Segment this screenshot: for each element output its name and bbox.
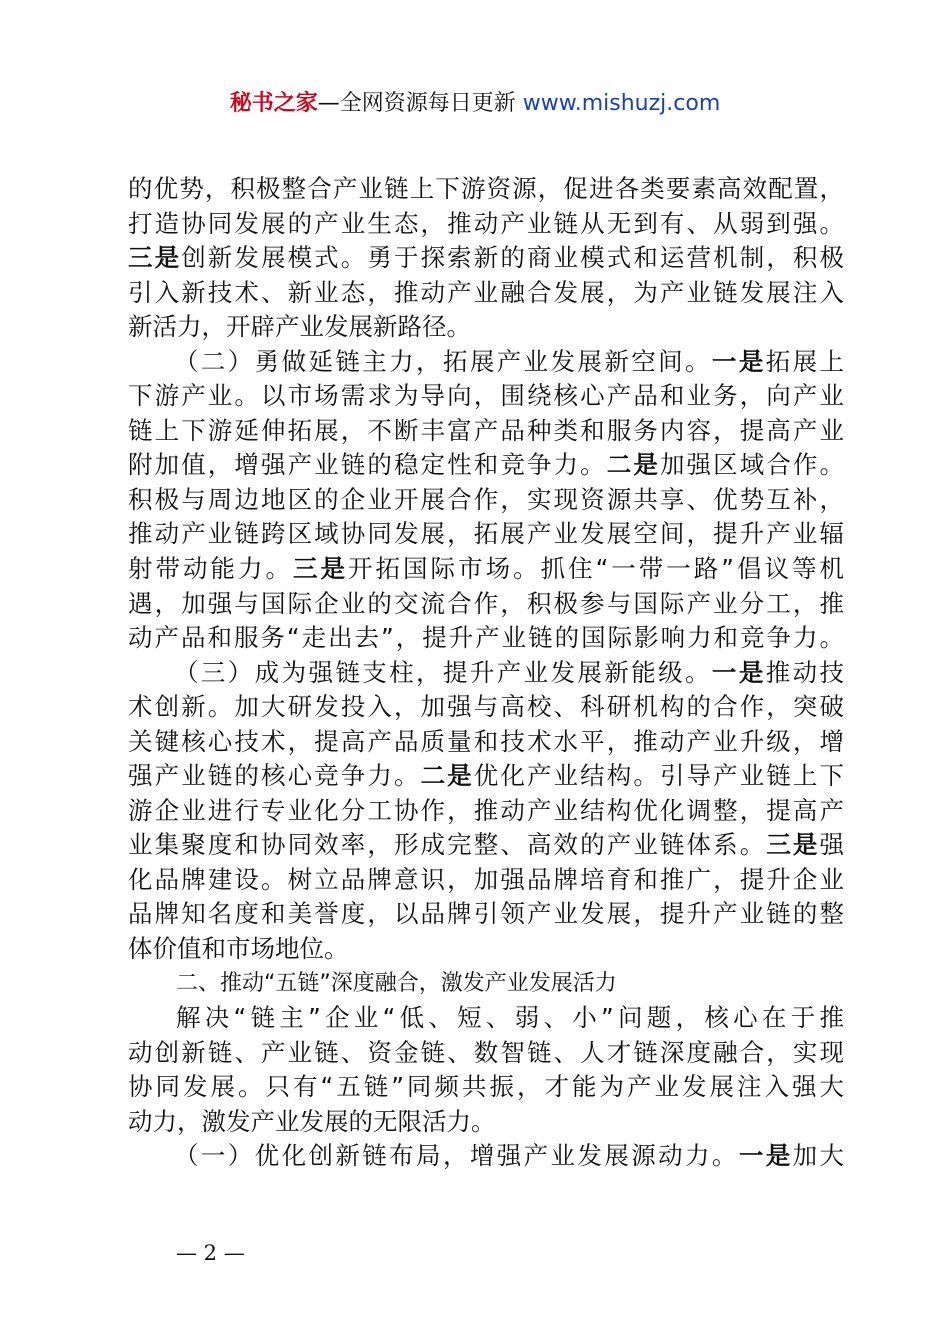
text-line: 强产业链的核心竞争力。二是优化产业结构。引导产业链上下 — [128, 761, 844, 791]
text-line: 解决“链主”企业“低、短、弱、小”问题，核心在于推 — [176, 1003, 844, 1033]
text-line: 协同发展。只有“五链”同频共振，才能为产业发展注入强大 — [128, 1072, 844, 1102]
section-heading-line: （二）勇做延链主力，拓展产业发展新空间。一是拓展上 — [174, 346, 844, 376]
text-line: 链上下游延伸拓展，不断丰富产品种类和服务内容，提高产业 — [128, 415, 844, 445]
text-line: 品牌知名度和美誉度，以品牌引领产业发展，提升产业链的整 — [128, 899, 844, 929]
section-heading-line: （三）成为强链支柱，提升产业发展新能级。一是推动技 — [174, 657, 844, 687]
text-line: 关键核心技术，提高产品质量和技术水平，推动产业升级，增 — [128, 726, 844, 756]
text-line: 积极与周边地区的企业开展合作，实现资源共享、优势互补， — [128, 484, 844, 514]
text-line: 新活力，开辟产业发展新路径。 — [128, 312, 471, 342]
slogan: —全网资源每日更新 — [317, 91, 523, 116]
text-line: 业集聚度和协同效率，形成完整、高效的产业链体系。三是强 — [128, 830, 844, 860]
site-url[interactable]: www.mishuzj.com — [522, 91, 721, 116]
site-header — [0, 88, 950, 120]
text-line: 术创新。加大研发投入，加强与高校、科研机构的合作，突破 — [128, 692, 844, 722]
section-heading-line: （一）优化创新链布局，增强产业发展源动力。一是加大 — [174, 1141, 844, 1171]
text-line: 动力，激发产业发展的无限活力。 — [128, 1106, 496, 1136]
page-number: — 2 — — [176, 1241, 245, 1265]
text-line: 打造协同发展的产业生态，推动产业链从无到有、从弱到强。 — [128, 208, 844, 238]
text-line: 的优势，积极整合产业链上下游资源，促进各类要素高效配置， — [128, 174, 844, 203]
text-line: 游企业进行专业化分工协作，推动产业结构优化调整，提高产 — [128, 795, 844, 825]
text-line: 推动产业链跨区域协同发展，拓展产业发展空间，提升产业辐 — [128, 519, 844, 549]
text-line: 化品牌建设。树立品牌意识，加强品牌培育和推广，提升企业 — [128, 864, 844, 894]
text-line: 体价值和市场地位。 — [128, 934, 349, 964]
text-line: 动产品和服务“走出去”，提升产业链的国际影响力和竞争力。 — [128, 623, 844, 653]
brand-name: 秘书之家 — [229, 91, 318, 116]
text-line: 引入新技术、新业态，推动产业融合发展，为产业链发展注入 — [128, 277, 844, 307]
text-line: 下游产业。以市场需求为导向，围绕核心产品和业务，向产业 — [128, 381, 844, 411]
text-line: 附加值，增强产业链的稳定性和竞争力。二是加强区域合作。 — [128, 450, 844, 480]
text-line: 动创新链、产业链、资金链、数智链、人才链深度融合，实现 — [128, 1037, 844, 1067]
text-line: 三是创新发展模式。勇于探索新的商业模式和运营机制，积极 — [128, 243, 844, 273]
document-body — [128, 172, 844, 1174]
text-line: 射带动能力。三是开拓国际市场。抓住“一带一路”倡议等机 — [128, 554, 844, 584]
text-line: 遇，加强与国际企业的交流合作，积极参与国际产业分工，推 — [128, 588, 844, 618]
chapter-heading: 二、推动“五链”深度融合，激发产业发展活力 — [176, 970, 617, 996]
